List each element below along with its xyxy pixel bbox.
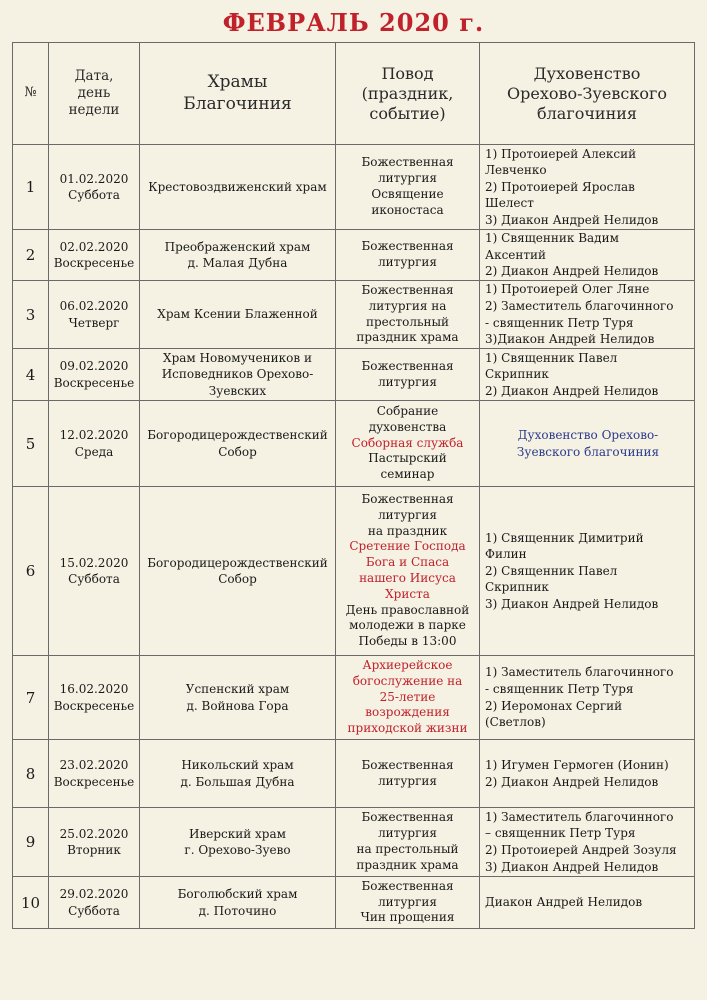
table-row (13, 281, 695, 349)
header-date: Дата, день недели (49, 43, 140, 145)
date-cell: 15.02.2020 Суббота (49, 487, 140, 656)
row-number: 9 (13, 808, 49, 877)
temple-cell: Крестовоздвиженский храм (140, 145, 336, 230)
temple-cell: Храм Новомучеников и Исповедников Орехово- Зуевских (140, 349, 336, 401)
reason-cell: Божественная литургия Освящение иконостаса (336, 145, 480, 230)
date-cell: 12.02.2020 Среда (49, 401, 140, 487)
temple-cell: Храм Ксении Блаженной (140, 281, 336, 349)
row-number: 2 (13, 230, 49, 281)
clergy-cell: 1) Священник Вадим Аксентий 2) Диакон Андрей Нелидов (480, 230, 695, 281)
row-number: 5 (13, 401, 49, 487)
date-cell: 09.02.2020 Воскресенье (49, 349, 140, 401)
date-cell: 06.02.2020 Четверг (49, 281, 140, 349)
date-cell: 02.02.2020 Воскресенье (49, 230, 140, 281)
temple-cell: Боголюбский храм д. Поточино (140, 877, 336, 929)
temple-cell: Богородицерождественский Собор (140, 401, 336, 487)
reason-cell: Божественная литургия на престольный праздник храма (336, 281, 480, 349)
reason-cell: Собрание духовенства Соборная служба Пастырский семинар (336, 401, 480, 487)
date-cell: 29.02.2020 Суббота (49, 877, 140, 929)
clergy-cell: Диакон Андрей Нелидов (480, 877, 695, 929)
clergy-cell: 1) Протоиерей Алексий Левченко 2) Протоиерей Ярослав Шелест 3) Диакон Андрей Нелидов (480, 145, 695, 230)
clergy-cell: 1) Заместитель благочинного - священник Петр Туря 2) Иеромонах Сергий (Светлов) (480, 656, 695, 740)
row-number: 7 (13, 656, 49, 740)
header-number: № (13, 43, 49, 145)
row-number: 8 (13, 740, 49, 808)
schedule-table (12, 42, 695, 929)
table-row (13, 877, 695, 929)
table-row (13, 145, 695, 230)
reason-cell: Божественная литургия на престольный праздник храма (336, 808, 480, 877)
table-row (13, 487, 695, 656)
temple-cell: Богородицерождественский Собор (140, 487, 336, 656)
date-cell: 01.02.2020 Суббота (49, 145, 140, 230)
date-cell: 16.02.2020 Воскресенье (49, 656, 140, 740)
row-number: 10 (13, 877, 49, 929)
reason-cell: Божественная литургия (336, 740, 480, 808)
date-cell: 23.02.2020 Воскресенье (49, 740, 140, 808)
header-temples: Храмы Благочиния (140, 43, 336, 145)
header-row (13, 43, 695, 145)
table-row (13, 808, 695, 877)
clergy-cell: 1) Священник Димитрий Филин 2) Священник Павел Скрипник 3) Диакон Андрей Нелидов (480, 487, 695, 656)
row-number: 6 (13, 487, 49, 656)
table-row (13, 401, 695, 487)
reason-cell: Божественная литургия (336, 349, 480, 401)
header-clergy: Духовенство Орехово-Зуевского благочиния (480, 43, 695, 145)
table-row (13, 349, 695, 401)
reason-cell: Божественная литургия (336, 230, 480, 281)
table-row (13, 230, 695, 281)
table-row (13, 740, 695, 808)
row-number: 4 (13, 349, 49, 401)
clergy-cell: 1) Протоиерей Олег Ляне 2) Заместитель благочинного - священник Петр Туря 3)Диакон Андрей Нелидов (480, 281, 695, 349)
clergy-cell: 1) Игумен Гермоген (Ионин) 2) Диакон Андрей Нелидов (480, 740, 695, 808)
reason-cell: Божественная литургия на праздник Сретение Господа Бога и Спаса нашего Иисуса Христа День православной молодежи в парке Победы в 13:00 (336, 487, 480, 656)
table-row (13, 656, 695, 740)
temple-cell: Успенский храм д. Войнова Гора (140, 656, 336, 740)
reason-cell: Божественная литургия Чин прощения (336, 877, 480, 929)
date-cell: 25.02.2020 Вторник (49, 808, 140, 877)
page-title: ФЕВРАЛЬ 2020 г. (222, 8, 485, 37)
temple-cell: Иверский храм г. Орехово-Зуево (140, 808, 336, 877)
row-number: 3 (13, 281, 49, 349)
clergy-cell: Духовенство Орехово- Зуевского благочиния (480, 401, 695, 487)
header-reason: Повод (праздник, событие) (336, 43, 480, 145)
reason-cell: Архиерейское богослужение на 25-летие возрождения приходской жизни (336, 656, 480, 740)
temple-cell: Преображенский храм д. Малая Дубна (140, 230, 336, 281)
clergy-cell: 1) Заместитель благочинного – священник Петр Туря 2) Протоиерей Андрей Зозуля 3) Диакон Андрей Нелидов (480, 808, 695, 877)
temple-cell: Никольский храм д. Большая Дубна (140, 740, 336, 808)
row-number: 1 (13, 145, 49, 230)
clergy-cell: 1) Священник Павел Скрипник 2) Диакон Андрей Нелидов (480, 349, 695, 401)
